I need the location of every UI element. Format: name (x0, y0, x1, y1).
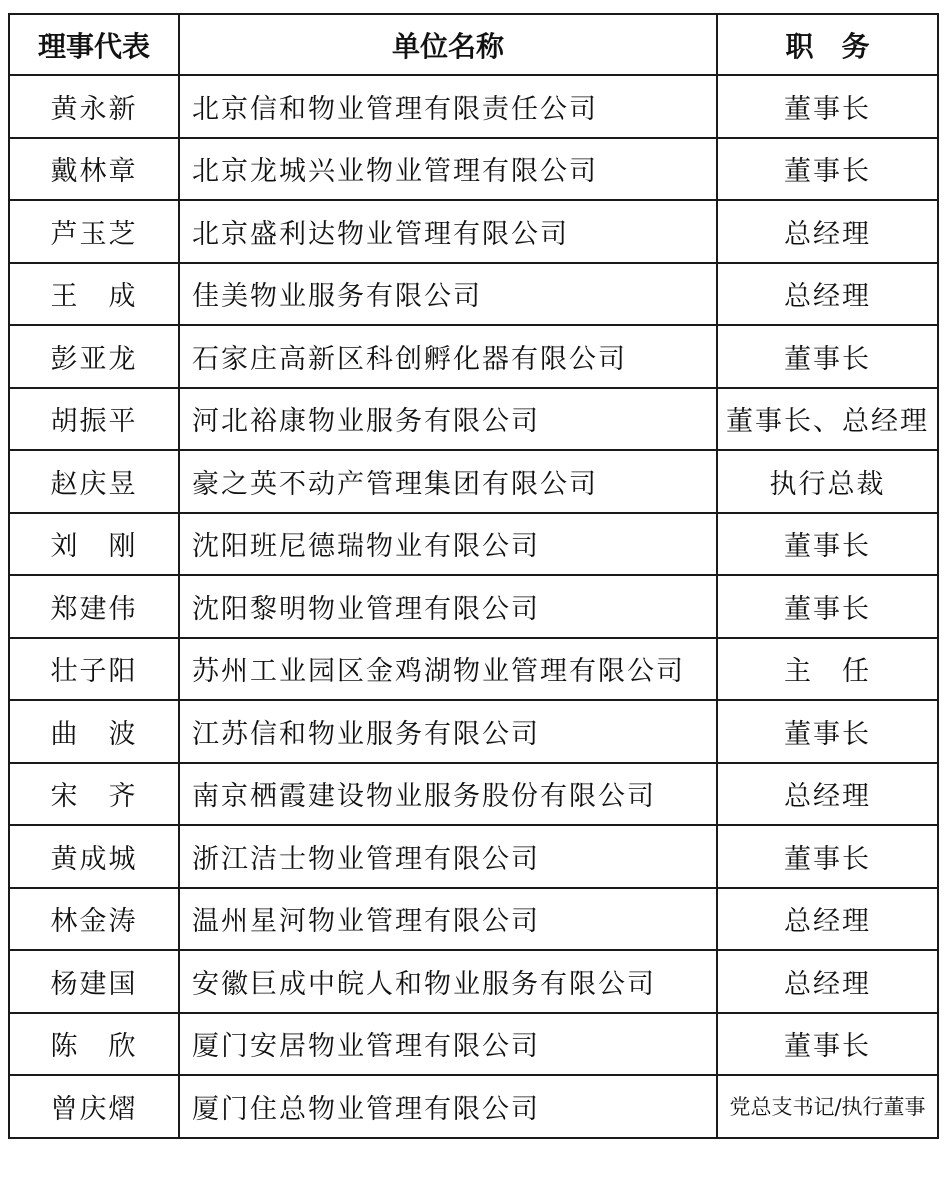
unit-name: 浙江洁士物业管理有限公司 (179, 825, 717, 888)
unit-name: 河北裕康物业服务有限公司 (179, 388, 717, 451)
unit-name: 温州星河物业管理有限公司 (179, 888, 717, 951)
unit-name: 苏州工业园区金鸡湖物业管理有限公司 (179, 638, 717, 701)
representative-name: 王 成 (9, 263, 179, 326)
header-unit-name: 单位名称 (179, 14, 717, 75)
position-title: 董事长 (717, 325, 938, 388)
position-title: 董事长 (717, 575, 938, 638)
representative-name: 戴林章 (9, 138, 179, 201)
table-row (9, 950, 938, 1013)
unit-name: 厦门住总物业管理有限公司 (179, 1075, 717, 1138)
table-row (9, 1013, 938, 1076)
position-title: 执行总裁 (717, 450, 938, 513)
representative-name: 赵庆昱 (9, 450, 179, 513)
unit-name: 沈阳班尼德瑞物业有限公司 (179, 513, 717, 576)
representative-name: 林金涛 (9, 888, 179, 951)
representative-name: 曲 波 (9, 700, 179, 763)
unit-name: 南京栖霞建设物业服务股份有限公司 (179, 763, 717, 826)
table-row (9, 138, 938, 201)
unit-name: 厦门安居物业管理有限公司 (179, 1013, 717, 1076)
table-row (9, 388, 938, 451)
position-title: 董事长 (717, 825, 938, 888)
header-position: 职 务 (717, 14, 938, 75)
representative-name: 黄永新 (9, 75, 179, 138)
table-row (9, 575, 938, 638)
council-roster-table (8, 13, 939, 1139)
table-row (9, 75, 938, 138)
representative-name: 宋 齐 (9, 763, 179, 826)
table-row (9, 825, 938, 888)
table-row (9, 1075, 938, 1138)
representative-name: 芦玉芝 (9, 200, 179, 263)
position-title: 总经理 (717, 888, 938, 951)
unit-name: 北京龙城兴业物业管理有限公司 (179, 138, 717, 201)
table-row (9, 638, 938, 701)
representative-name: 刘 刚 (9, 513, 179, 576)
position-title: 总经理 (717, 263, 938, 326)
position-title: 党总支书记/执行董事 (717, 1075, 938, 1138)
position-title: 董事长 (717, 700, 938, 763)
position-title: 董事长 (717, 75, 938, 138)
position-title: 总经理 (717, 763, 938, 826)
unit-name: 佳美物业服务有限公司 (179, 263, 717, 326)
unit-name: 安徽巨成中皖人和物业服务有限公司 (179, 950, 717, 1013)
table-row (9, 763, 938, 826)
table-row (9, 325, 938, 388)
unit-name: 北京盛利达物业管理有限公司 (179, 200, 717, 263)
position-title: 主 任 (717, 638, 938, 701)
unit-name: 北京信和物业管理有限责任公司 (179, 75, 717, 138)
representative-name: 壮子阳 (9, 638, 179, 701)
position-title: 董事长 (717, 513, 938, 576)
position-title: 总经理 (717, 950, 938, 1013)
table-row (9, 263, 938, 326)
representative-name: 曾庆熠 (9, 1075, 179, 1138)
position-title: 董事长、总经理 (717, 388, 938, 451)
table-row (9, 450, 938, 513)
unit-name: 石家庄高新区科创孵化器有限公司 (179, 325, 717, 388)
unit-name: 豪之英不动产管理集团有限公司 (179, 450, 717, 513)
representative-name: 陈 欣 (9, 1013, 179, 1076)
table-row (9, 200, 938, 263)
table-row (9, 888, 938, 951)
table-header-row (9, 14, 938, 75)
table-row (9, 513, 938, 576)
unit-name: 江苏信和物业服务有限公司 (179, 700, 717, 763)
position-title: 总经理 (717, 200, 938, 263)
unit-name: 沈阳黎明物业管理有限公司 (179, 575, 717, 638)
representative-name: 杨建国 (9, 950, 179, 1013)
header-representative: 理事代表 (9, 14, 179, 75)
representative-name: 郑建伟 (9, 575, 179, 638)
position-title: 董事长 (717, 138, 938, 201)
representative-name: 彭亚龙 (9, 325, 179, 388)
table-row (9, 700, 938, 763)
representative-name: 黄成城 (9, 825, 179, 888)
position-title: 董事长 (717, 1013, 938, 1076)
representative-name: 胡振平 (9, 388, 179, 451)
